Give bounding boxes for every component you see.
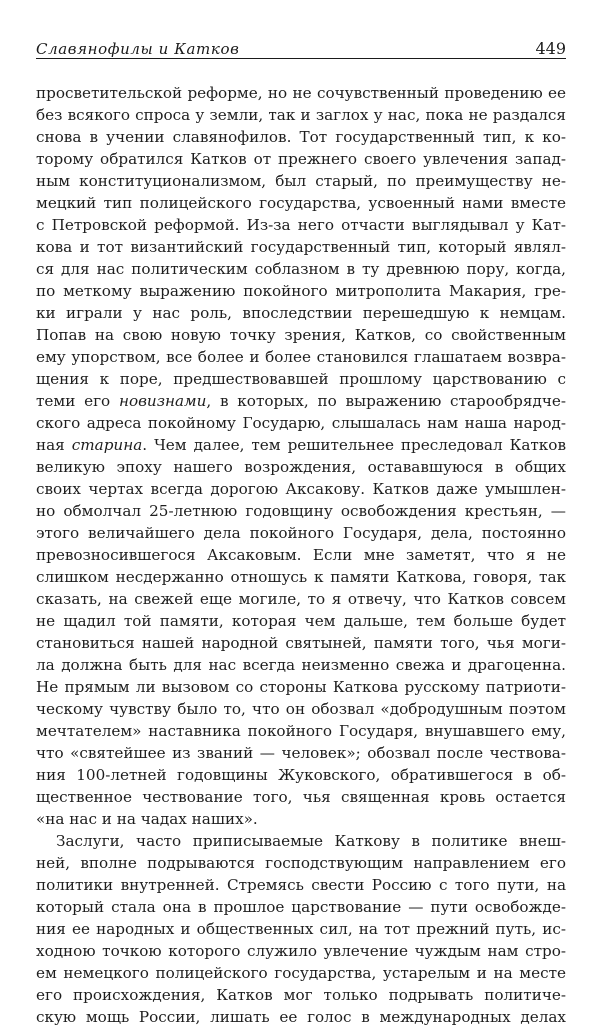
text-line: но обмолчал 25-летнюю годовщину освобождения крестьян, — xyxy=(36,502,566,520)
text-line: превозносившегося Аксаковым. Если мне заметят, что я не xyxy=(36,546,566,564)
text-line: щения к поре, предшествовавшей прошлому царствованию с xyxy=(36,370,566,388)
text-line: ского адреса покойному Государю, слышалась нам наша народ- xyxy=(36,414,566,432)
text-line: ным конституционализмом, был старый, по преимуществу не- xyxy=(36,172,566,190)
text-line: его происхождения, Катков мог только подрывать политиче- xyxy=(36,986,566,1004)
running-head xyxy=(36,38,566,59)
text-line: великую эпоху нашего возрождения, остававшуюся в общих xyxy=(36,458,566,476)
text-line: ходною точкою которого служило увлечение чуждым нам стро- xyxy=(36,942,566,960)
text-line: ней, вполне подрываются господствующим направлением его xyxy=(36,854,566,872)
text-line: этого величайшего дела покойного Государя, дела, постоянно xyxy=(36,524,566,542)
text-line: Попав на свою новую точку зрения, Катков, со свойственным xyxy=(36,326,566,344)
text-line: ся для нас политическим соблазном в ту древнюю пору, когда, xyxy=(36,260,566,278)
text-line: скую мощь России, лишать ее голос в международных делах xyxy=(36,1008,566,1026)
text-line: становиться нашей народной святыней, памяти того, чья моги- xyxy=(36,634,566,652)
text-line: «на нас и на чадах наших». xyxy=(36,810,258,828)
page-number: 449 xyxy=(535,39,566,58)
text-line: своих чертах всегда дорогою Аксакову. Катков даже умышлен- xyxy=(36,480,566,498)
emphasized-word: старина xyxy=(71,436,143,454)
text-line: мецкий тип полицейского государства, усвоенный нами вместе xyxy=(36,194,566,212)
text-line: политики внутренней. Стремясь свести Россию с того пути, на xyxy=(36,876,566,894)
text-line: ческому чувству было то, что он обозвал «добродушным поэтом xyxy=(36,700,566,718)
text-line: теми его новизнами, в которых, по выражению старообрядче- xyxy=(36,392,566,410)
text-line: слишком несдержанно отношусь к памяти Каткова, говоря, так xyxy=(36,568,566,586)
text-line: просветительской реформе, но не сочувственный проведению ее xyxy=(36,84,566,102)
paragraph xyxy=(36,82,566,830)
text-line: Заслуги, часто приписываемые Каткову в политике внеш- xyxy=(56,832,566,850)
text-line: который стала она в прошлое царствование — пути освобожде- xyxy=(36,898,566,916)
text-line: с Петровской реформой. Из-за него отчасти выглядывал у Кат- xyxy=(36,216,566,234)
emphasized-word: новизнами xyxy=(118,392,207,410)
text-line: ла должна быть для нас всегда неизменно свежа и драгоценна. xyxy=(36,656,566,674)
text-line: сказать, на свежей еще могиле, то я отвечу, что Катков совсем xyxy=(36,590,566,608)
text-line: торому обратился Катков от прежнего своего увлечения запад- xyxy=(36,150,566,168)
text-line: не щадил той памяти, которая чем дальше, тем больше будет xyxy=(36,612,566,630)
text-line: кова и тот византийский государственный тип, который являл- xyxy=(36,238,566,256)
text-line: снова в учении славянофилов. Тот государственный тип, к ко- xyxy=(36,128,566,146)
text-line: ния ее народных и общественных сил, на тот прежний путь, ис- xyxy=(36,920,566,938)
body-text xyxy=(36,82,566,1028)
text-line: по меткому выражению покойного митрополита Макария, гре- xyxy=(36,282,566,300)
text-line: щественное чествование того, чья священная кровь остается xyxy=(36,788,566,806)
text-line: Не прямым ли вызовом со стороны Каткова русскому патриоти- xyxy=(36,678,566,696)
text-line: ему упорством, все более и более становился глашатаем возвра- xyxy=(36,348,566,366)
text-line: ная старина. Чем далее, тем решительнее преследовал Катков xyxy=(36,436,566,454)
text-line: без всякого спроса у земли, так и заглох у нас, пока не раздался xyxy=(36,106,566,124)
running-title: Славянофилы и Катков xyxy=(36,40,240,58)
paragraph xyxy=(36,830,566,1028)
text-line: ки играли у нас роль, впоследствии перешедшую к немцам. xyxy=(36,304,566,322)
text-line: ем немецкого полицейского государства, устарелым и на месте xyxy=(36,964,566,982)
text-line: мечтателем» наставника покойного Государя, внушавшего ему, xyxy=(36,722,566,740)
text-line: что «святейшее из званий — человек»; обозвал после чествова- xyxy=(36,744,566,762)
text-line: ния 100-летней годовщины Жуковского, обратившегося в об- xyxy=(36,766,566,784)
